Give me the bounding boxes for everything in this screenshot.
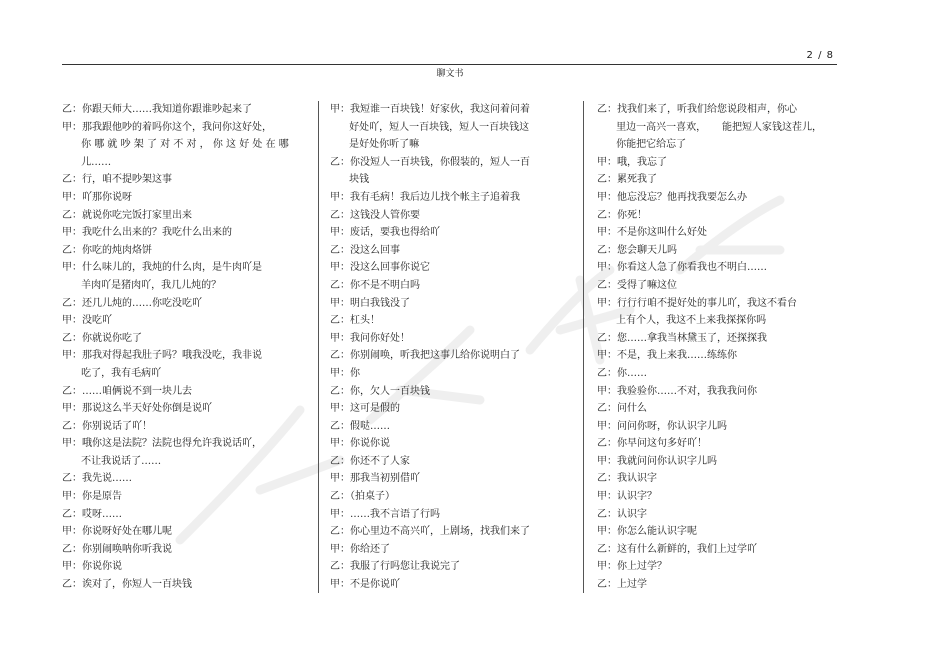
dialogue-line: 乙：（拍桌子） xyxy=(330,491,395,503)
dialogue-line: 里边一高兴一喜欢， 能把短人家钱这茬儿， xyxy=(597,121,822,133)
dialogue-line: 乙：你不是不明白吗 xyxy=(330,279,420,291)
dialogue-line: 乙：您……拿我当林黛玉了，还探探我 xyxy=(597,332,767,344)
dialogue-line: 乙：这有什么新鲜的，我们上过学吖 xyxy=(597,543,757,555)
dialogue-line: 甲：不是你说吖 xyxy=(330,579,400,591)
dialogue-line: 甲：他忘没忘？他再找我要怎么办 xyxy=(597,191,747,203)
dialogue-line: 不让我说话了…… xyxy=(62,455,162,467)
dialogue-line: 甲：什么味儿的，我炖的什么肉，是牛肉吖是 xyxy=(62,262,262,274)
dialogue-line: 甲：你说你说 xyxy=(62,561,122,573)
dialogue-line: 乙：你死！ xyxy=(597,209,647,221)
dialogue-line: 甲：我就问问你认识字儿吗 xyxy=(597,455,717,467)
dialogue-line: 甲：你说你说 xyxy=(330,438,390,450)
dialogue-line: 上有个人，我这不上来我探探你吗 xyxy=(597,315,767,327)
dialogue-line: 乙：还几儿炖的……你吃没吃吖 xyxy=(62,297,202,309)
page-number: 2 / 8 xyxy=(806,50,834,61)
dialogue-line: 乙：你吃的炖肉烙饼 xyxy=(62,244,152,256)
dialogue-line: 乙：累死我了 xyxy=(597,174,657,186)
dialogue-line: 甲：明白我钱没了 xyxy=(330,297,410,309)
dialogue-line: 乙：认识字 xyxy=(597,508,647,520)
dialogue-line: 甲：你上过学？ xyxy=(597,561,667,573)
dialogue-line: 乙：你就说你吃了 xyxy=(62,332,142,344)
dialogue-line: 乙：就说你吃完饭打家里出来 xyxy=(62,209,192,221)
dialogue-line: 甲：……我不言语了行吗 xyxy=(330,508,440,520)
column-divider xyxy=(583,101,584,593)
dialogue-line: 甲：你是原告 xyxy=(62,491,122,503)
dialogue-line: 乙：你跟天师大……我知道你跟谁吵起来了 xyxy=(62,104,252,115)
dialogue-line: 乙：没这么回事 xyxy=(330,244,400,256)
dialogue-line: 甲：我有毛病！我后边儿找个帐主子追着我 xyxy=(330,191,520,203)
dialogue-line: 甲：吖那你说呀 xyxy=(62,191,132,203)
document-title: 聊文书 xyxy=(436,69,464,79)
text-column-3 xyxy=(597,101,827,594)
dialogue-line: 吃了，我有毛病吖 xyxy=(62,367,162,379)
dialogue-line: 甲：你说呀好处在哪儿呢 xyxy=(62,526,172,538)
dialogue-line: 甲：我吃什么出来的？我吃什么出来的 xyxy=(62,227,232,239)
text-column-1 xyxy=(62,101,310,594)
dialogue-line: 乙：你，欠人一百块钱 xyxy=(330,385,430,397)
dialogue-line: 好处吖，短人一百块钱，短人一百块钱这 xyxy=(330,121,530,133)
dialogue-line: 甲：哦，我忘了 xyxy=(597,156,667,168)
dialogue-line: 甲：那说这么半天好处你倒是说吖 xyxy=(62,403,212,415)
dialogue-line: 甲：你看这人急了你看我也不明白…… xyxy=(597,262,767,274)
dialogue-line: 乙：您会聊天儿吗 xyxy=(597,244,677,256)
dialogue-line: 乙：你别闹唤，听我把这事儿给你说明白了 xyxy=(330,350,520,362)
dialogue-line: 甲：你 xyxy=(330,367,360,379)
dialogue-line: 乙：我认识字 xyxy=(597,473,657,485)
dialogue-line: 甲：问问你呀，你认识字儿吗 xyxy=(597,420,727,432)
dialogue-line: 甲：我问你好处！ xyxy=(330,332,410,344)
dialogue-line: 你能把它给忘了 xyxy=(597,139,687,151)
dialogue-line: 乙：……咱俩说不到一块儿去 xyxy=(62,385,192,397)
dialogue-line: 乙：我先说…… xyxy=(62,473,132,485)
column-divider xyxy=(318,101,319,593)
dialogue-line: 乙：行，咱不提吵架这事 xyxy=(62,174,172,186)
dialogue-line: 乙：你还不了人家 xyxy=(330,455,410,467)
dialogue-line: 羊肉吖是猪肉吖，我几儿炖的？ xyxy=(62,279,222,291)
dialogue-line: 乙：你…… xyxy=(597,367,647,379)
dialogue-line: 甲：不是，我上来我……练练你 xyxy=(597,350,737,362)
dialogue-line: 甲：不是你这叫什么好处 xyxy=(597,227,707,239)
dialogue-line: 甲：我验验你……不对，我我我问你 xyxy=(597,385,757,397)
dialogue-line: 乙：你早问这句多好吖！ xyxy=(597,438,707,450)
dialogue-line: 乙：我服了行吗您让我说完了 xyxy=(330,561,460,573)
dialogue-line: 是好处你听了嘛 xyxy=(330,139,420,151)
dialogue-line: 甲：这可是假的 xyxy=(330,403,400,415)
dialogue-line: 乙：这钱没人管你要 xyxy=(330,209,420,221)
dialogue-line: 甲：你给还了 xyxy=(330,543,390,555)
dialogue-line: 乙：诶对了，你短人一百块钱 xyxy=(62,579,192,591)
dialogue-line: 乙：找我们来了，听我们给您说段相声，你心 xyxy=(597,104,797,115)
dialogue-line: 儿…… xyxy=(62,156,112,168)
dialogue-line: 甲：你怎么能认识字呢 xyxy=(597,526,697,538)
dialogue-line: 乙：问什么 xyxy=(597,403,647,415)
dialogue-line: 乙：杠头！ xyxy=(330,315,380,327)
dialogue-line: 乙：上过学 xyxy=(597,579,647,591)
dialogue-line: 甲：没这么回事你说它 xyxy=(330,262,430,274)
dialogue-line: 乙：哎呀…… xyxy=(62,508,122,520)
dialogue-line: 甲：那我对得起我肚子吗？哦我没吃，我非说 xyxy=(62,350,262,362)
dialogue-line: 甲：废话，要我也得给吖 xyxy=(330,227,440,239)
dialogue-line: 乙：你没短人一百块钱，你假装的，短人一百 xyxy=(330,156,530,168)
dialogue-line: 乙：受得了嘛这位 xyxy=(597,279,677,291)
dialogue-line: 甲：那我跟他吵的着吗你这个，我问你这好处， xyxy=(62,121,272,133)
text-column-2 xyxy=(330,101,560,594)
header-rule xyxy=(62,64,837,65)
dialogue-line: 乙：假哒…… xyxy=(330,420,390,432)
dialogue-line: 乙：你心里边不高兴吖，上剧场，找我们来了 xyxy=(330,526,530,538)
dialogue-line: 块钱 xyxy=(330,174,370,186)
dialogue-line: 乙：你别闹唤呐你听我说 xyxy=(62,543,172,555)
dialogue-line: 你 哪 就 吵 架 了 对 不 对 ， 你 这 好 处 在 哪 xyxy=(62,139,289,151)
dialogue-line: 甲：哦你这是法院？法院也得允许我说话吖， xyxy=(62,438,262,450)
dialogue-line: 乙：你别说话了吖！ xyxy=(62,420,152,432)
dialogue-line: 甲：认识字？ xyxy=(597,491,657,503)
dialogue-line: 甲：行行行咱不提好处的事儿吖，我这不看台 xyxy=(597,297,797,309)
dialogue-line: 甲：那我当初别借吖 xyxy=(330,473,420,485)
dialogue-line: 甲：没吃吖 xyxy=(62,315,112,327)
dialogue-line: 甲：我短谁一百块钱！好家伙，我这问着问着 xyxy=(330,104,530,115)
